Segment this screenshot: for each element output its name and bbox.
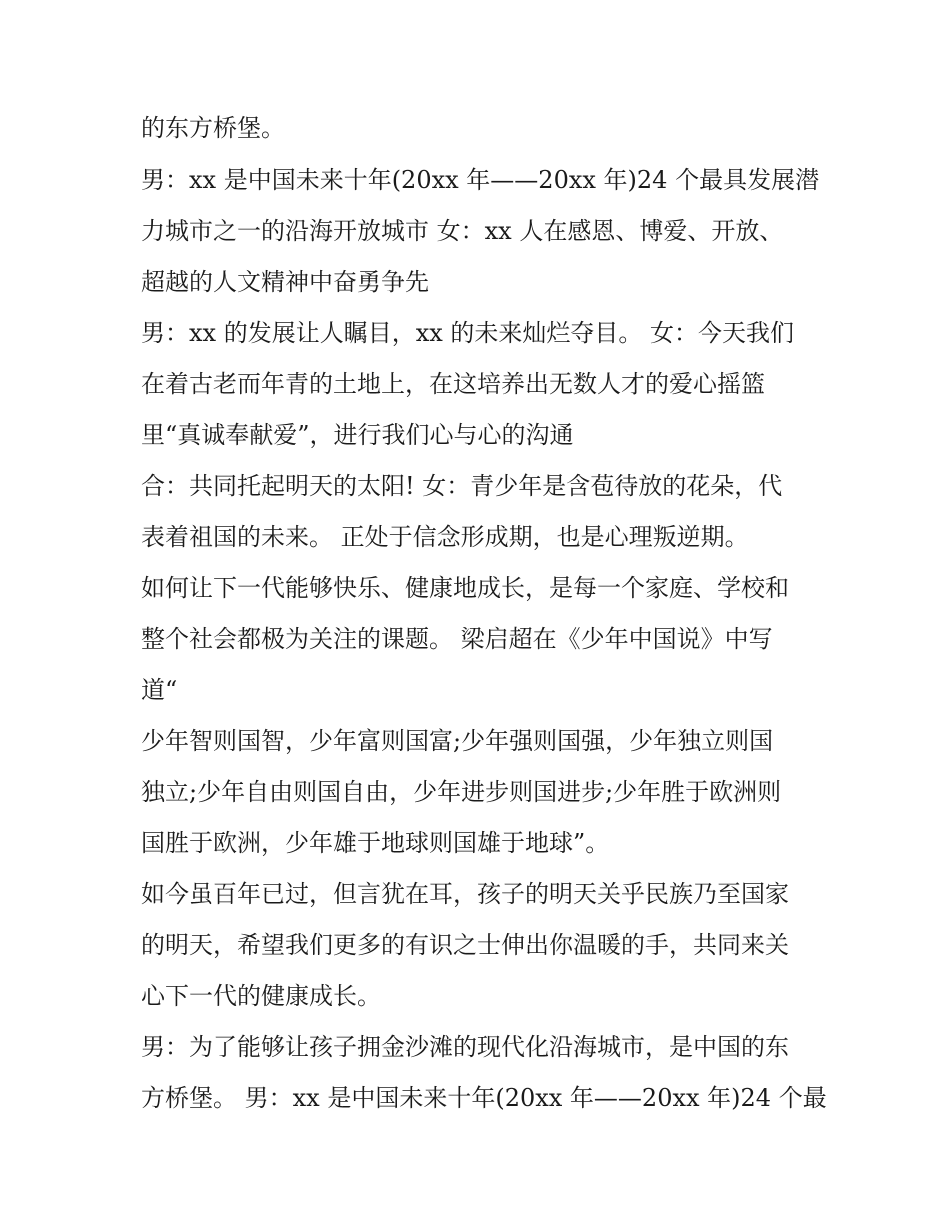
text-line: 力城市之一的沿海开放城市 女：xx 人在感恩、博爱、开放、: [141, 217, 784, 245]
text-line: 表着祖国的未来。 正处于信念形成期，也是心理叛逆期。: [141, 523, 749, 551]
text-line: 男：xx 的发展让人瞩目，xx 的未来灿烂夺目。 女：今天我们: [141, 319, 795, 347]
text-line: 的东方桥堡。: [141, 114, 285, 142]
text-line: 男：xx 是中国未来十年(20xx 年——20xx 年)24 个最具发展潜: [141, 166, 820, 194]
text-line: 如今虽百年已过，但言犹在耳，孩子的明天关乎民族乃至国家: [141, 880, 789, 908]
text-line: 少年智则国智，少年富则国富;少年强则国强，少年独立则国: [141, 727, 774, 755]
text-line: 超越的人文精神中奋勇争先: [141, 268, 429, 296]
text-line: 方桥堡。 男：xx 是中国未来十年(20xx 年——20xx 年)24 个最: [141, 1084, 827, 1112]
text-line: 如何让下一代能够快乐、健康地成长，是每一个家庭、学校和: [141, 574, 789, 602]
text-line: 独立;少年自由则国自由，少年进步则国进步;少年胜于欧洲则: [141, 778, 782, 806]
text-line: 里“真诚奉献爱”，进行我们心与心的沟通: [141, 421, 574, 449]
text-line: 心下一代的健康成长。: [141, 982, 381, 1010]
text-line: 男：为了能够让孩子拥金沙滩的现代化沿海城市，是中国的东: [141, 1033, 789, 1061]
text-line: 的明天，希望我们更多的有识之士伸出你温暖的手，共同来关: [141, 931, 789, 959]
text-line: 在着古老而年青的土地上，在这培养出无数人才的爱心摇篮: [141, 370, 765, 398]
text-line: 合：共同托起明天的太阳! 女：青少年是含苞待放的花朵，代: [141, 472, 783, 500]
text-line: 整个社会都极为关注的课题。 梁启超在《少年中国说》中写: [141, 625, 773, 653]
text-line: 道“: [141, 676, 178, 704]
text-line: 国胜于欧洲，少年雄于地球则国雄于地球”。: [141, 829, 610, 857]
